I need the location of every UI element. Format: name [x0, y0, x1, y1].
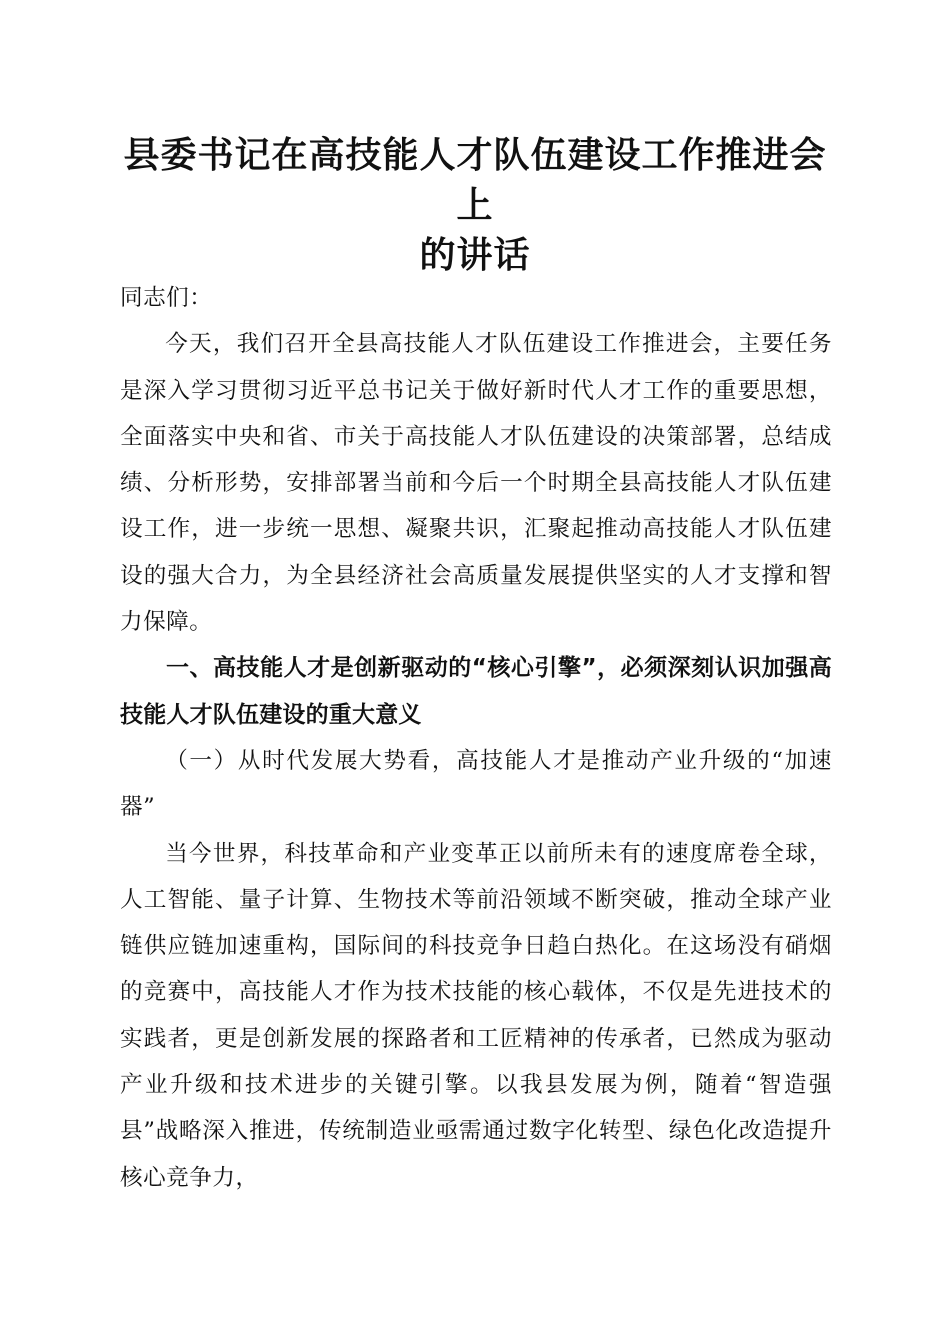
subsection-heading-1: （一）从时代发展大势看，高技能人才是推动产业升级的“加速器”	[120, 747, 832, 821]
document-title	[110, 130, 840, 280]
document-body	[120, 275, 832, 1201]
title-line-2: 的讲话	[419, 234, 531, 276]
opening-paragraph: 今天，我们召开全县高技能人才队伍建设工作推进会，主要任务是深入学习贯彻习近平总书记关于做好新时代人才工作的重要思想，全面落实中央和省、市关于高技能人才队伍建设的决策部署，总结成绩、分析形势，安排部署当前和今后一个时期全县高技能人才队伍建设工作，进一步统一思想、凝聚共识，汇聚起推动高技能人才队伍建设的强大合力，为全县经济社会高质量发展提供坚实的人才支撑和智力保障。	[120, 331, 832, 636]
title-line-1: 县委书记在高技能人才队伍建设工作推进会上	[123, 134, 827, 226]
body-paragraph-2: 当今世界，科技革命和产业变革正以前所未有的速度席卷全球，人工智能、量子计算、生物技术等前沿领域不断突破，推动全球产业链供应链加速重构，国际间的科技竞争日趋白热化。在这场没有硝烟的竞赛中，高技能人才作为技术技能的核心载体，不仅是先进技术的实践者，更是创新发展的探路者和工匠精神的传承者，已然成为驱动产业升级和技术进步的关键引擎。以我县发展为例，随着“智造强县”战略深入推进，传统制造业亟需通过数字化转型、绿色化改造提升核心竞争力，	[120, 840, 832, 1191]
section-heading-1: 一、高技能人才是创新驱动的“核心引擎”，必须深刻认识加强高技能人才队伍建设的重大意义	[120, 655, 832, 728]
salutation: 同志们：	[120, 285, 213, 311]
